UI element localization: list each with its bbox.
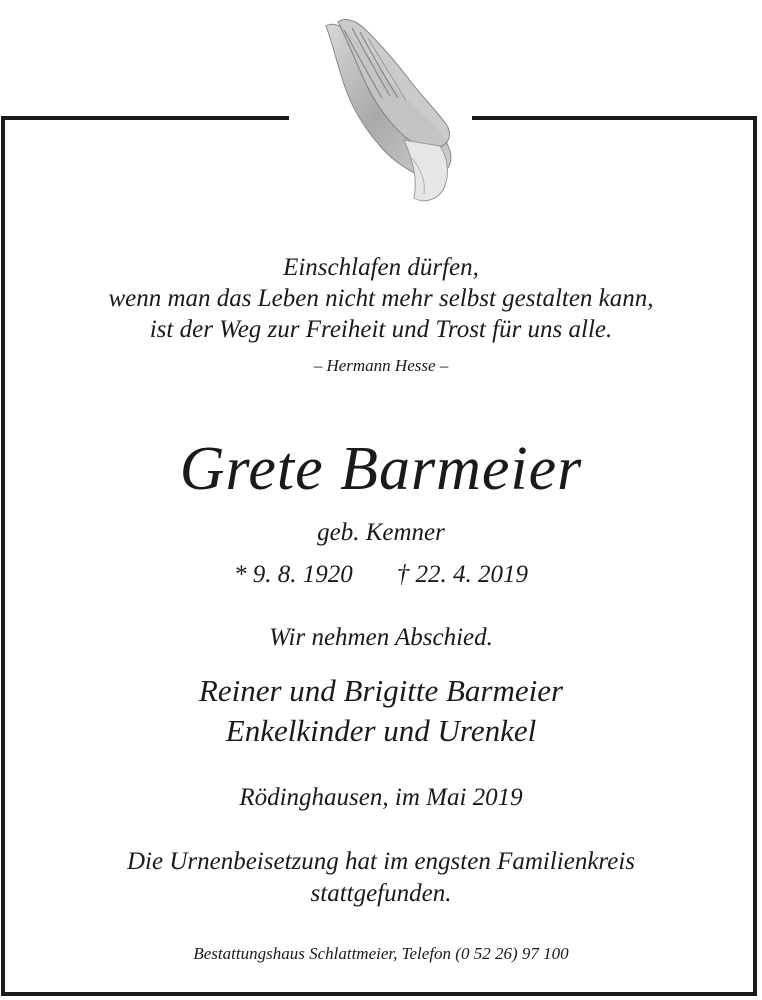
- place-date: Rödinghausen, im Mai 2019: [239, 784, 523, 811]
- frame-top-line-left: [1, 116, 289, 120]
- funeral-notice-line: stattgefunden.: [310, 880, 452, 907]
- praying-hands-icon: [308, 8, 458, 208]
- deceased-name: Grete Barmeier: [179, 435, 583, 503]
- quote-line: wenn man das Leben nicht mehr selbst gestalten kann,: [108, 285, 654, 312]
- funeral-notice-line: Die Urnenbeisetzung hat im engsten Familienkreis: [126, 848, 635, 875]
- birth-name: geb. Kemner: [317, 519, 445, 546]
- farewell-text: Wir nehmen Abschied.: [269, 624, 493, 651]
- quote-line: Einschlafen dürfen,: [283, 254, 479, 281]
- life-dates: [0, 561, 762, 589]
- mourner-line: Enkelkinder und Urenkel: [225, 713, 537, 748]
- undertaker-info: Bestattungshaus Schlattmeier, Telefon (0 52 26) 97 100: [193, 944, 569, 963]
- mourner-line: Reiner und Brigitte Barmeier: [198, 673, 564, 708]
- death-date: † 22. 4. 2019: [396, 561, 528, 588]
- frame-top-line-right: [472, 116, 757, 120]
- birth-date: * 9. 8. 1920: [234, 561, 353, 588]
- quote-line: ist der Weg zur Freiheit und Trost für uns alle.: [149, 316, 613, 343]
- quote-author: – Hermann Hesse –: [313, 356, 449, 375]
